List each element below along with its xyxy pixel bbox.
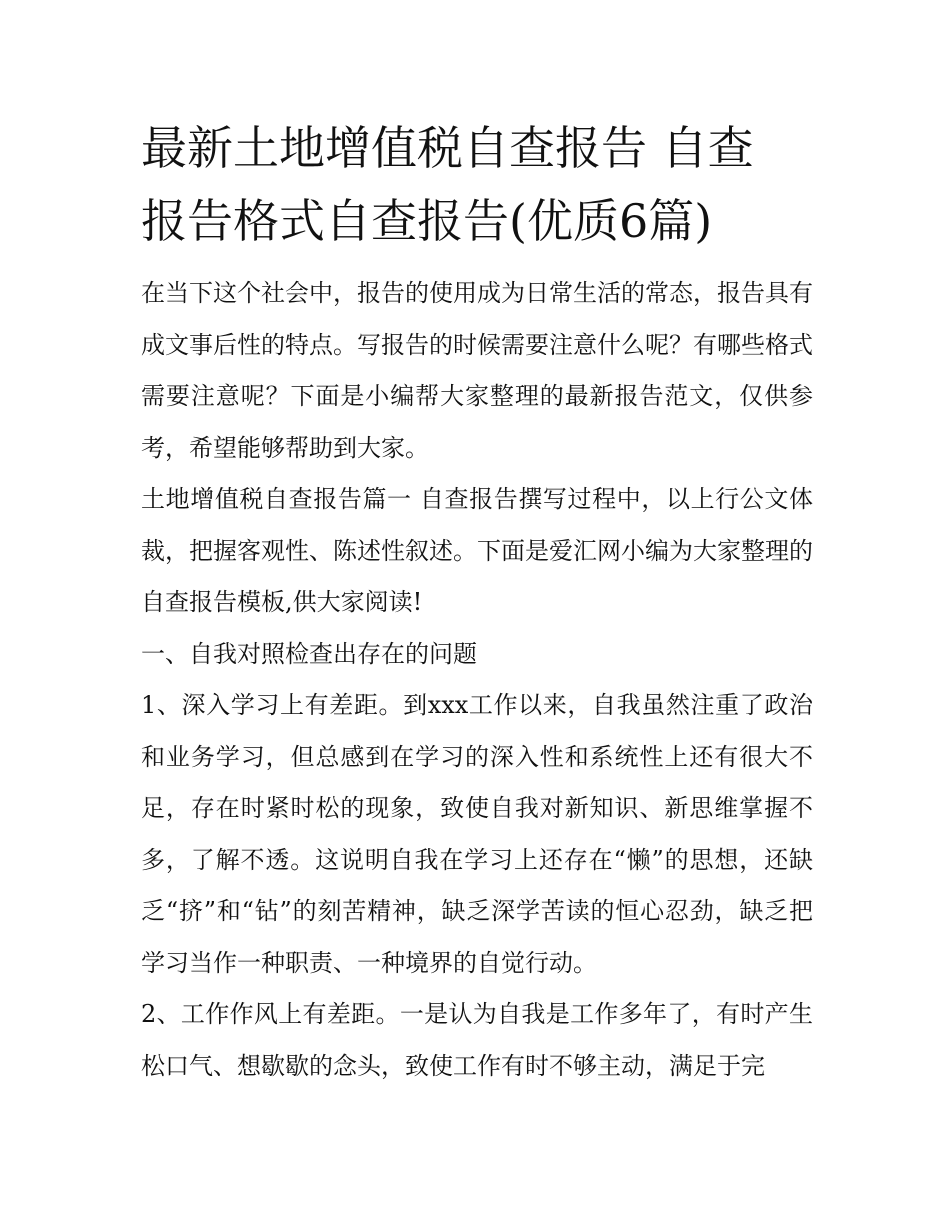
- section-paragraph-1: 土地增值税自查报告篇一 自查报告撰写过程中，以上行公文体裁，把握客观性、陈述性叙述。下面是爱汇网小编为大家整理的自查报告模板,供大家阅读!: [141, 485, 813, 616]
- title-line-1: 最新土地增值税自查报告 自查: [141, 121, 754, 175]
- title-line-2: 报告格式自查报告(优质6篇): [141, 194, 713, 248]
- document-title: [141, 112, 813, 258]
- list-item-2: 2、工作作风上有差距。一是认为自我是工作多年了，有时产生松口气、想歇歇的念头，致使工作有时不够主动，满足于完: [141, 1000, 813, 1080]
- list-item-1: 1、深入学习上有差距。到xxx工作以来，自我虽然注重了政治和业务学习，但总感到在学习的深入性和系统性上还有很大不足，存在时紧时松的现象，致使自我对新知识、新思维掌握不多，了解不透。这说明自我在学习上还存在“懒”的思想，还缺乏“挤”和“钻”的刻苦精神，缺乏深学苦读的恒心忍劲，缺乏把学习当作一种职责、一种境界的自觉行动。: [141, 691, 813, 977]
- document-page: [141, 112, 813, 1092]
- section-heading-1: 一、自我对照检查出存在的问题: [141, 639, 477, 668]
- intro-paragraph: 在当下这个社会中，报告的使用成为日常生活的常态，报告具有成文事后性的特点。写报告的时候需要注意什么呢？有哪些格式需要注意呢？下面是小编帮大家整理的最新报告范文，仅供参考，希望能够帮助到大家。: [141, 279, 813, 462]
